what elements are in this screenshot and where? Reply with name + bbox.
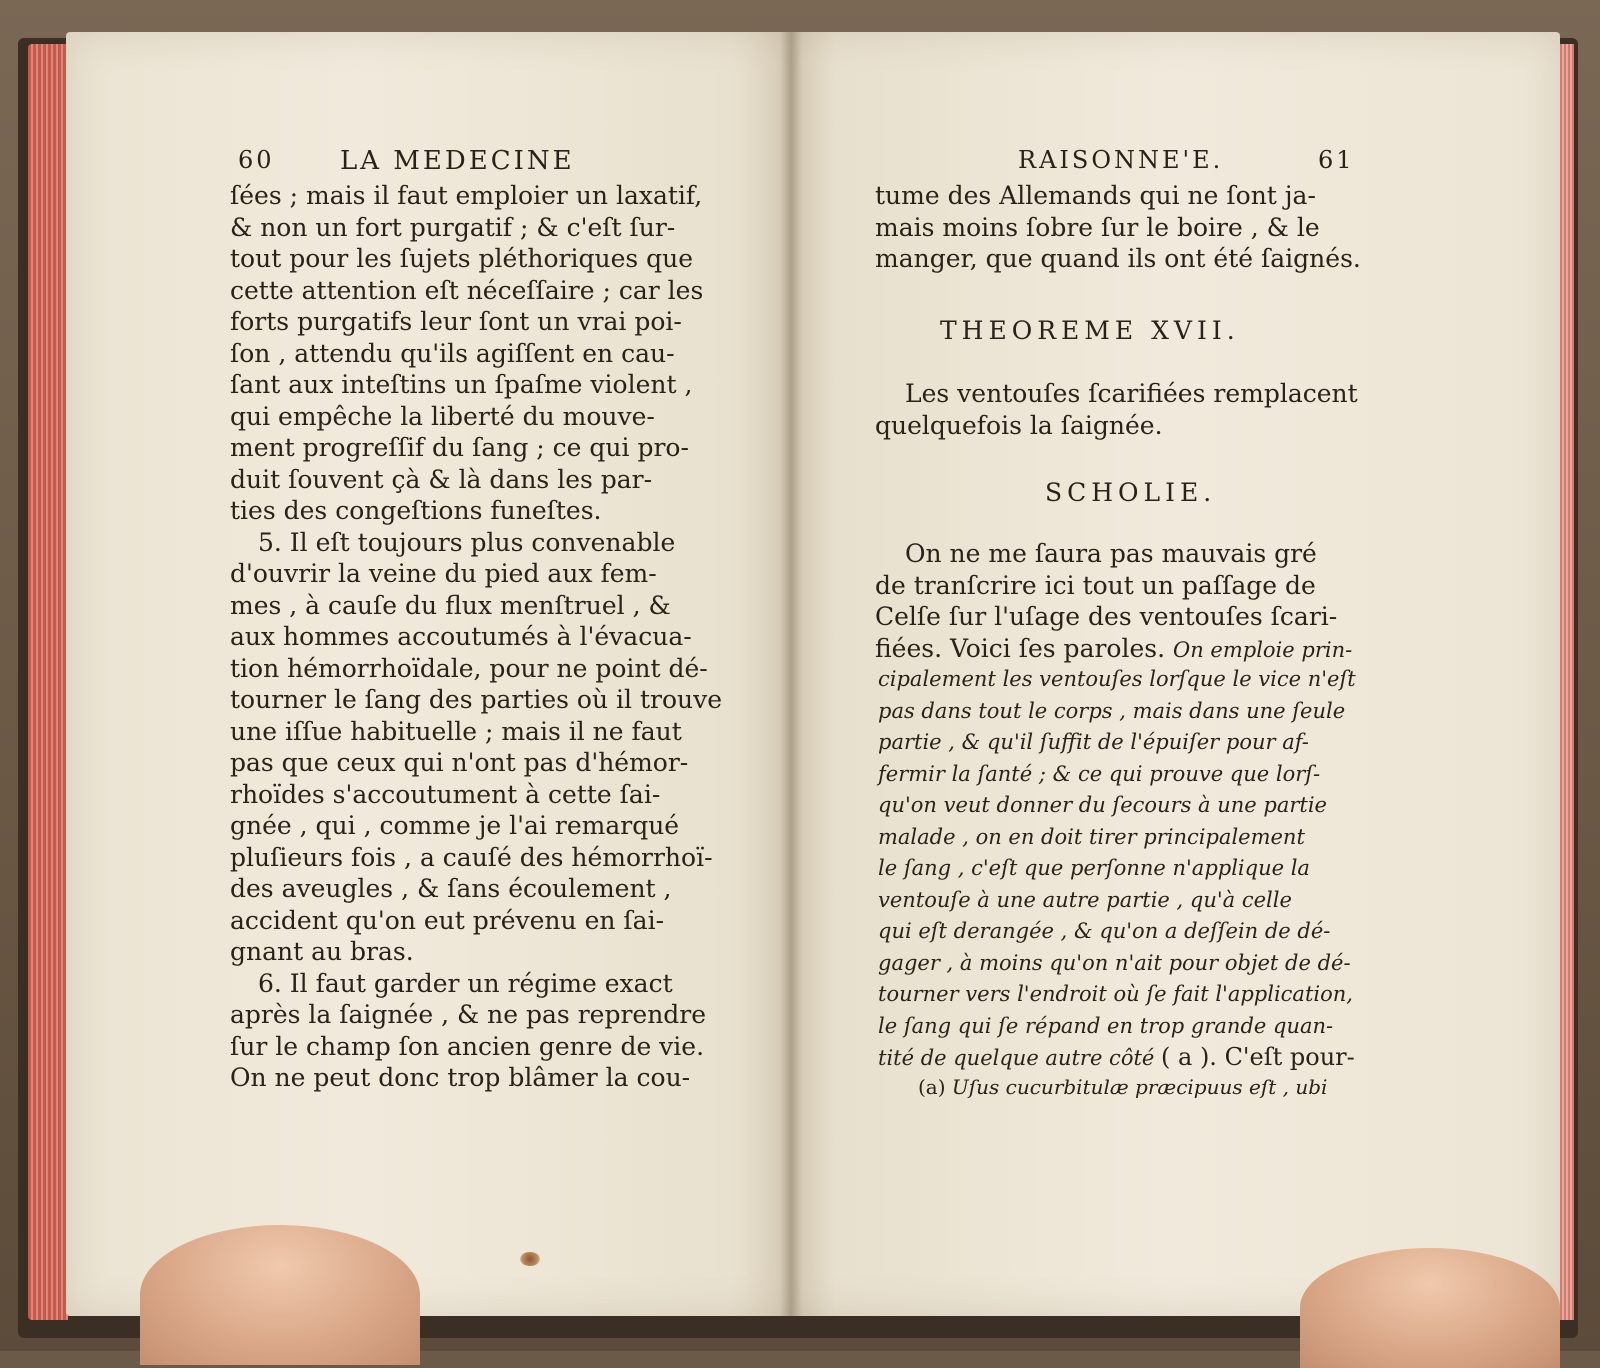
- page-edges-left: [28, 44, 68, 1320]
- text-line: forts purgatifs leur ſont un vrai poi-: [230, 307, 682, 336]
- text-line: ſur le champ ſon ancien genre de vie.: [230, 1031, 705, 1061]
- text-line: Celſe ſur l'uſage des ventouſes ſcari-: [875, 602, 1338, 631]
- text-line: pas que ceux qui n'ont pas d'hémor-: [230, 748, 689, 777]
- book-gutter: [780, 32, 802, 1316]
- text-line: ſées ; mais il faut emploier un laxatif,: [230, 181, 703, 210]
- text-line: gnant au bras.: [230, 937, 414, 966]
- text-line: ment progreſſif du ſang ; ce qui pro-: [230, 433, 689, 462]
- text-line: mais moins ſobre ſur le boire , & le: [875, 212, 1320, 242]
- text-line: quelquefois la ſaignée.: [875, 410, 1163, 440]
- text-line: d'ouvrir la veine du pied aux fem-: [230, 559, 657, 588]
- text-line: ventouſe à une autre partie , qu'à celle: [878, 887, 1292, 912]
- text-line: fermir la ſanté ; & ce qui prouve que lorſ-: [878, 761, 1321, 786]
- footnote-text: Uſus cucurbitulæ præcipuus eſt , ubi: [951, 1075, 1328, 1099]
- text-line: rhoïdes s'accoutument à cette ſai-: [230, 779, 661, 809]
- text-line: après la ſaignée , & ne pas reprendre: [230, 1000, 707, 1029]
- scholie-text: [875, 538, 1352, 664]
- text-line: malade , on en doit tirer principalement: [878, 824, 1305, 849]
- text-line: ties des congeſtions funeſtes.: [230, 496, 602, 525]
- text-line: tume des Allemands qui ne ſont ja-: [875, 181, 1316, 210]
- right-thumb: [1300, 1248, 1560, 1368]
- left-page-text: [230, 180, 722, 1094]
- text-line: On ne me ſaura pas mauvais gré: [905, 539, 1317, 568]
- text-line: une iſſue habituelle ; mais il ne faut: [230, 716, 682, 746]
- text-line: gager , à moins qu'on n'ait pour objet de dé-: [878, 950, 1351, 975]
- text-line: gnée , qui , comme je l'ai remarqué: [230, 811, 680, 840]
- text-line: mes , à cauſe du flux menſtruel , &: [230, 590, 671, 620]
- right-top-text: [875, 180, 1361, 275]
- text-line: qu'on veut donner du ſecours à une partie: [878, 793, 1327, 817]
- text-line: tourner vers l'endroit où ſe fait l'application,: [878, 982, 1353, 1006]
- right-running-head: RAISONNE'E.: [1018, 146, 1224, 174]
- text-line: le ſang , c'eſt que perſonne n'applique la: [878, 856, 1310, 880]
- left-page-number: 60: [238, 146, 275, 174]
- text-line: pas dans tout le corps , mais dans une ſeule: [878, 698, 1346, 723]
- text-line: ſant aux inteſtins un ſpaſme violent ,: [230, 370, 693, 399]
- text-line: aux hommes accoutumés à l'évacua-: [230, 622, 692, 651]
- text-italic: On emploie prin-: [1173, 637, 1353, 662]
- text-line: le ſang qui ſe répand en trop grande quan-: [878, 1013, 1334, 1038]
- footnote: [918, 1072, 1327, 1104]
- scholie-heading: SCHOLIE.: [1045, 478, 1217, 507]
- text-line: duit ſouvent çà & là dans les par-: [230, 464, 653, 494]
- text-roman: ( a ). C'eſt pour-: [1161, 1043, 1355, 1071]
- text-line: 6. Il faut garder un régime exact: [258, 968, 673, 998]
- theorem-heading: THEOREME XVII.: [940, 316, 1240, 345]
- text-line: pluſieurs fois , a cauſé des hémorrhoï-: [230, 842, 713, 872]
- footnote-mark: (a): [918, 1075, 946, 1099]
- text-line: cipalement les ventouſes lorſque le vice n'eſt: [878, 667, 1356, 691]
- mixed-text-line: [878, 1042, 1356, 1074]
- text-line: qui eſt derangée , & qu'on a deſſein de dé-: [878, 919, 1331, 943]
- text-line: ſon , attendu qu'ils agiſſent en cau-: [230, 338, 675, 368]
- text-line: partie , & qu'il ſuffit de l'épuiſer pour af-: [878, 730, 1309, 754]
- text-line: & non un fort purgatif ; & c'eſt ſur-: [230, 212, 676, 242]
- text-line: tion hémorrhoïdale, pour ne point dé-: [230, 653, 708, 683]
- text-line: cette attention eſt néceſſaire ; car les: [230, 275, 704, 305]
- text-line: tourner le ſang des parties où il trouve: [230, 685, 723, 714]
- theorem-text: [875, 378, 1358, 441]
- text-line: des aveugles , & ſans écoulement ,: [230, 874, 672, 903]
- left-thumb: [140, 1225, 420, 1365]
- left-running-head: LA MEDECINE: [340, 146, 575, 176]
- text-line: 5. Il eſt toujours plus convenable: [258, 527, 676, 557]
- mixed-text-line: [875, 633, 1352, 665]
- celsus-quotation: [878, 664, 1356, 1074]
- text-line: qui empêche la liberté du mouve-: [230, 401, 655, 431]
- text-line: On ne peut donc trop blâmer la cou-: [230, 1063, 691, 1092]
- right-page-number: 61: [1318, 146, 1355, 174]
- text-line: de tranſcrire ici tout un paſſage de: [875, 570, 1316, 600]
- text-line: tout pour les ſujets pléthoriques que: [230, 244, 694, 273]
- text-line: accident qu'on eut prévenu en ſai-: [230, 905, 665, 935]
- paper-stain: [520, 1252, 540, 1266]
- text-italic: tité de quelque autre côté: [878, 1046, 1155, 1070]
- text-line: manger, que quand ils ont été ſaignés.: [875, 244, 1361, 273]
- text-line: Les ventouſes ſcarifiées remplacent: [905, 379, 1358, 408]
- text-roman: fiées. Voici ſes paroles.: [875, 633, 1166, 663]
